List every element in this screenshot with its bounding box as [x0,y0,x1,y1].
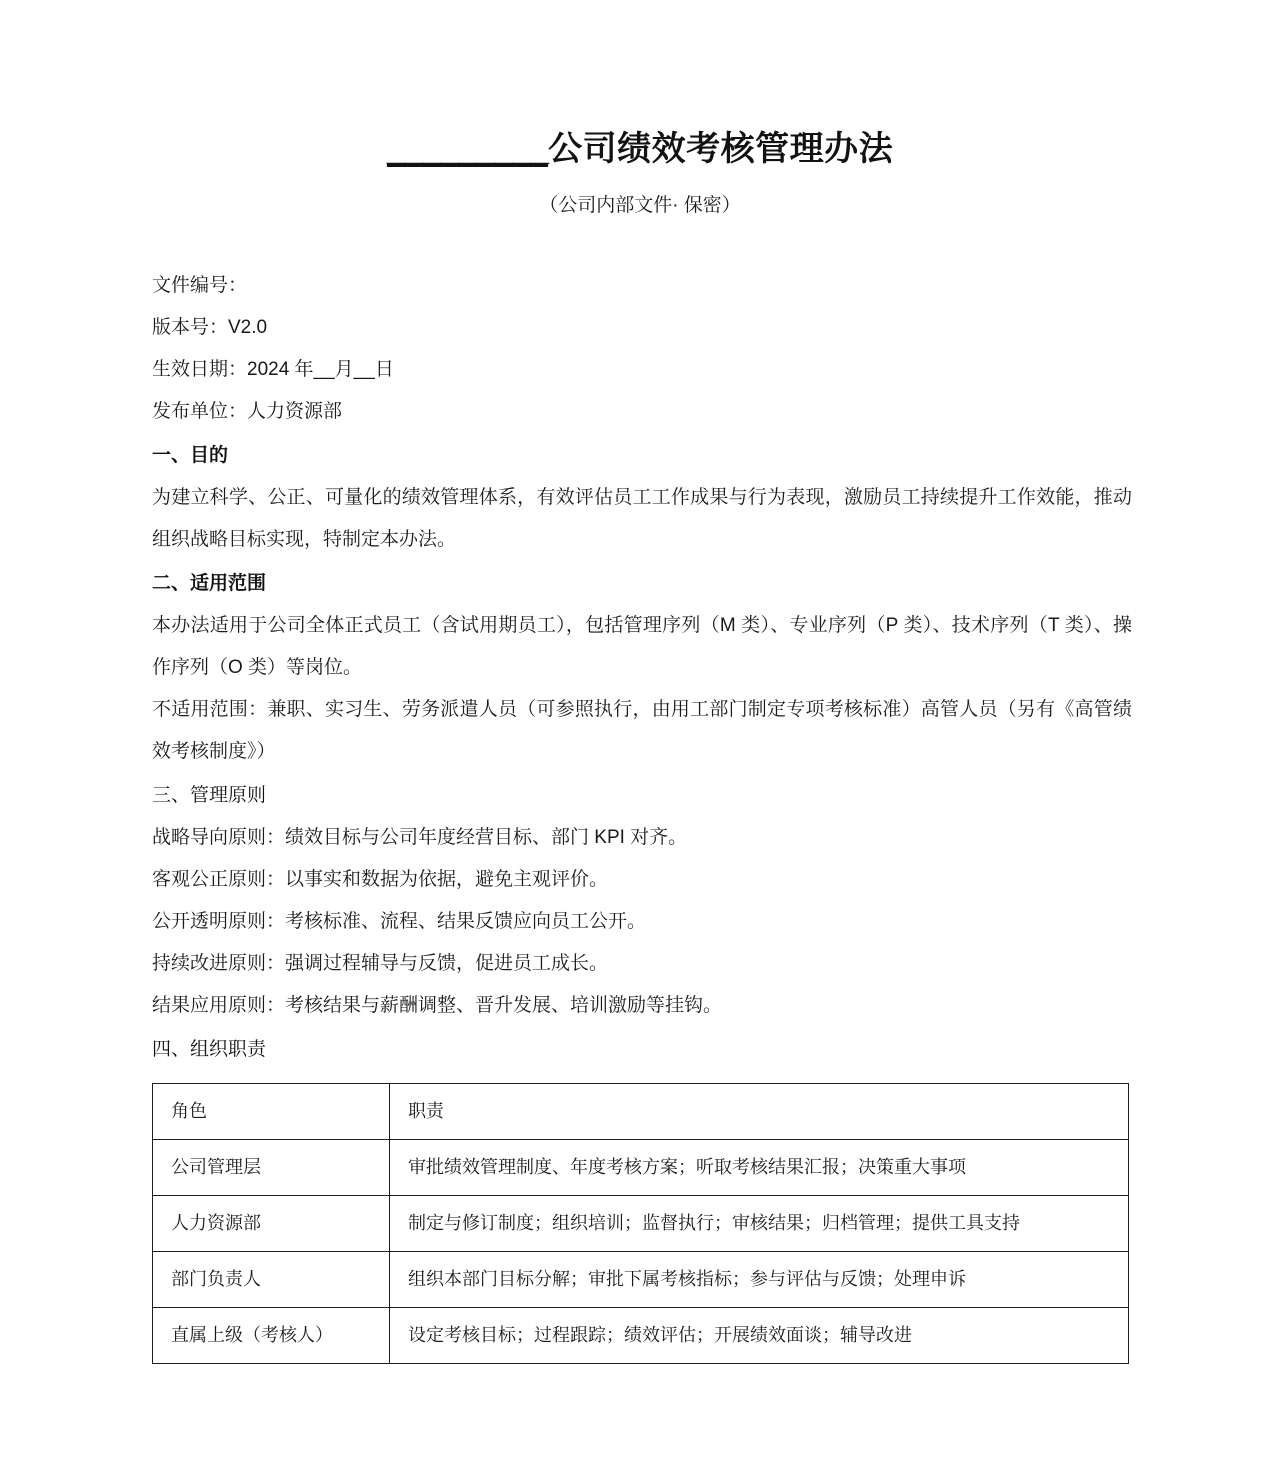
table-cell-duty: 审批绩效管理制度、年度考核方案；听取考核结果汇报；决策重大事项 [390,1140,1129,1196]
principle-item: 结果应用原则：考核结果与薪酬调整、晋升发展、培训激励等挂钩。 [152,995,723,1017]
responsibilities-table [152,1083,1129,1364]
table-cell-role: 直属上级（考核人） [153,1308,390,1364]
section-heading-scope: 二、适用范围 [152,573,267,595]
principle-item: 战略导向原则：绩效目标与公司年度经营目标、部门 KPI 对齐。 [152,827,688,849]
title-blank-field: _________ [386,130,549,168]
table-cell-duty: 制定与修订制度；组织培训；监督执行；审核结果；归档管理；提供工具支持 [390,1196,1129,1252]
table-cell-duty: 设定考核目标；过程跟踪；绩效评估；开展绩效面谈；辅导改进 [390,1308,1129,1364]
page-title [0,128,1280,171]
meta-effective-date: 生效日期：2024 年__月__日 [152,359,394,381]
table-cell-duty: 组织本部门目标分解；审批下属考核指标；参与评估与反馈；处理申诉 [390,1252,1129,1308]
principle-item: 公开透明原则：考核标准、流程、结果反馈应向员工公开。 [152,911,647,933]
table-header-duty: 职责 [390,1084,1129,1140]
table-cell-role: 部门负责人 [153,1252,390,1308]
table-row [153,1196,1129,1252]
table-row [153,1308,1129,1364]
page-subtitle: （公司内部文件· 保密） [539,194,741,216]
title-main-text: 公司绩效考核管理办法 [548,130,894,168]
principle-item: 持续改进原则：强调过程辅导与反馈，促进员工成长。 [152,953,609,975]
document-body [0,265,1280,1364]
section-paragraph-purpose: 为建立科学、公正、可量化的绩效管理体系，有效评估员工工作成果与行为表现，激励员工持续提升工作效能，推动组织战略目标实现，特制定本办法。 [152,487,1132,551]
section-paragraph-scope-not-applicable: 不适用范围：兼职、实习生、劳务派遣人员（可参照执行，由用工部门制定专项考核标准）高管人员（另有《高管绩效考核制度》） [152,699,1132,763]
title-block [0,0,1280,219]
table-cell-role: 公司管理层 [153,1140,390,1196]
meta-version: 版本号：V2.0 [152,317,268,339]
table-row [153,1140,1129,1196]
table-cell-role: 人力资源部 [153,1196,390,1252]
meta-issuing-department: 发布单位：人力资源部 [152,401,343,423]
meta-document-number: 文件编号： [152,275,248,297]
table-header-row [153,1084,1129,1140]
section-heading-responsibilities: 四、组织职责 [152,1039,267,1061]
section-paragraph-scope-applicable: 本办法适用于公司全体正式员工（含试用期员工），包括管理序列（M 类）、专业序列（P 类）、技术序列（T 类）、操作序列（O 类）等岗位。 [152,615,1132,679]
table-row [153,1252,1129,1308]
table-header-role: 角色 [153,1084,390,1140]
section-heading-purpose: 一、目的 [152,445,229,467]
section-heading-principles: 三、管理原则 [152,785,267,807]
principle-item: 客观公正原则：以事实和数据为依据，避免主观评价。 [152,869,609,891]
